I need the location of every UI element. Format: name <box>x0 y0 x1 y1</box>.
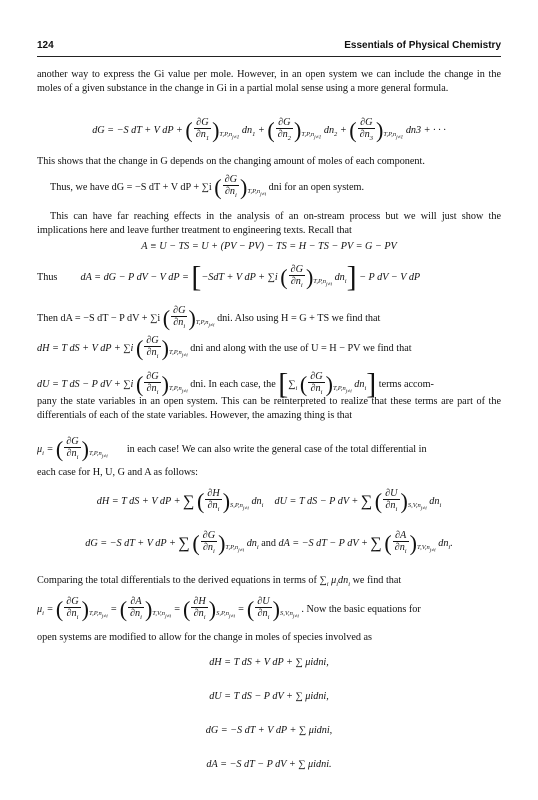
paragraph-effects: This can have far reaching effects in the analysis of an on-stream process but we will just show the implications here and leave further treatment to engineering texts. Recall that <box>37 211 501 236</box>
paragraph-general: each case for H, U, G and A as follows: <box>37 467 198 478</box>
equation-dU: dU = T dS − P dV + ∑i ( $\frac{\partial G}{\partial n_i}$ )$_{T,P,n_{j\ne i}}$ dni. In each case, the [$\sum_i$ ( $\frac{\partial G}{\partial n_i}$ )$_{T,P,n_{j\ne i}}$ $dn_i$] terms accom- <box>37 367 434 401</box>
equation-thus-open: Thus, we have dG = −S dT + V dP + ∑i ( $\frac{\partial G}{\partial n_i}$ )$_{T,P,n_{j\ne i}}$ dni for an open system. <box>50 174 365 200</box>
equation-final-dA: dA = −S dT − P dV + ∑ μidni. <box>206 759 332 770</box>
equation-dG-open: dG = −S dT + V dP + ( $\frac{\partial G}{\partial n_1}$ )$_{T,P,n_{j\ne 1}}$ $dn_1$ + ( $\frac{\partial G}{\partial n_2}$ )$_{T,P,n_{j\ne 1}}$ $dn_2$ + ( $\frac{\partial G}{\partial n_3}$ )$_{T,P,n_{j\ne 1}}$ dn3 + · · · <box>92 117 446 143</box>
equation-final-dU: dU = T dS − P dV + ∑ μidni, <box>209 691 329 702</box>
paragraph-compare: Comparing the total differentials to the derived equations in terms of $\sum_i$ $\mu_idn_i$ we find that <box>37 575 402 588</box>
paragraph-amazing: pany the state variables in an open system. This can be reinterpreted to realize that these terms are part of the differentials of each of the state variables. However, the amazing thing is that <box>37 396 501 421</box>
equation-final-dH: dH = T dS + V dP + ∑ μidni, <box>209 657 329 668</box>
equation-mu: $\mu_i$ = ( $\frac{\partial G}{\partial n_i}$ )$_{T,P,n_{j\ne i}}$ in each case! We can also write the general case of the total differential in <box>37 436 427 462</box>
page-number: 124 <box>37 40 54 51</box>
equation-total-H-U: dH = T dS + V dP + ∑ ( $\frac{\partial H}{\partial n_i}$ )$_{S,P,n_{j\ne i}}$ $dn_i$ dU = T dS − P dV + ∑ ( $\frac{\partial U}{\partial n_i}$ )$_{S,V,n_{j\ne i}}$ $dn_i$ <box>96 488 442 514</box>
running-title: Essentials of Physical Chemistry <box>344 40 501 51</box>
equation-then-dA: Then dA = −S dT − P dV + ∑i ( $\frac{\partial G}{\partial n_i}$ )$_{T,P,n_{j\ne i}}$ dni. Also using H = G + TS we find that <box>37 305 381 331</box>
paragraph-change: This shows that the change in G depends on the changing amount of moles of each component. <box>37 156 425 167</box>
equation-final-dG: dG = −S dT + V dP + ∑ μidni, <box>205 725 333 736</box>
equation-dH: dH = T dS + V dP + ∑i ( $\frac{\partial G}{\partial n_i}$ )$_{T,P,n_{j\ne i}}$ dni and along with the use of U = H − PV we find that <box>37 335 412 361</box>
equation-A-identity: A ≡ U − TS = U + (PV − PV) − TS = H − TS − PV = G − PV <box>141 241 397 252</box>
running-header <box>37 40 501 57</box>
equation-thus-dA: Thus dA = dG − P dV − V dP = [−SdT + V dP + ∑i ( $\frac{\partial G}{\partial n_i}$ )$_{T,P,n_{j\ne i}}$ $dn_i] - P$ dV − V dP <box>37 260 421 294</box>
paragraph-basic-eqs: open systems are modified to allow for the change in moles of species involved as <box>37 632 372 643</box>
paragraph-intro: another way to express the Gi value per mole. However, in an open system we can include the change in the moles of a given substance in the change in Gi in a partial molal sense using a more general formula. <box>37 69 501 94</box>
equation-mu-equalities: $\mu_i$ = ( $\frac{\partial G}{\partial n_i}$ )$_{T,P,n_{j\ne i}}$ = ( $\frac{\partial A}{\partial n_i}$ )$_{T,V,n_{j\ne i}}$ = ( $\frac{\partial H}{\partial n_i}$ )$_{S,P,n_{j\ne i}}$ = ( $\frac{\partial U}{\partial n_i}$ )$_{S,V,n_{j\ne i}}$ . Now the basic equations for <box>37 596 421 622</box>
equation-total-G-A: dG = −S dT + V dP + ∑ ( $\frac{\partial G}{\partial n_i}$ )$_{T,P,n_{j\ne i}}$ $dn_i$ and dA = −S dT − P dV + ∑ ( $\frac{\partial A}{\partial n_i}$ )$_{T,V,n_{j\ne i}}$ $dn_i$. <box>85 530 453 556</box>
